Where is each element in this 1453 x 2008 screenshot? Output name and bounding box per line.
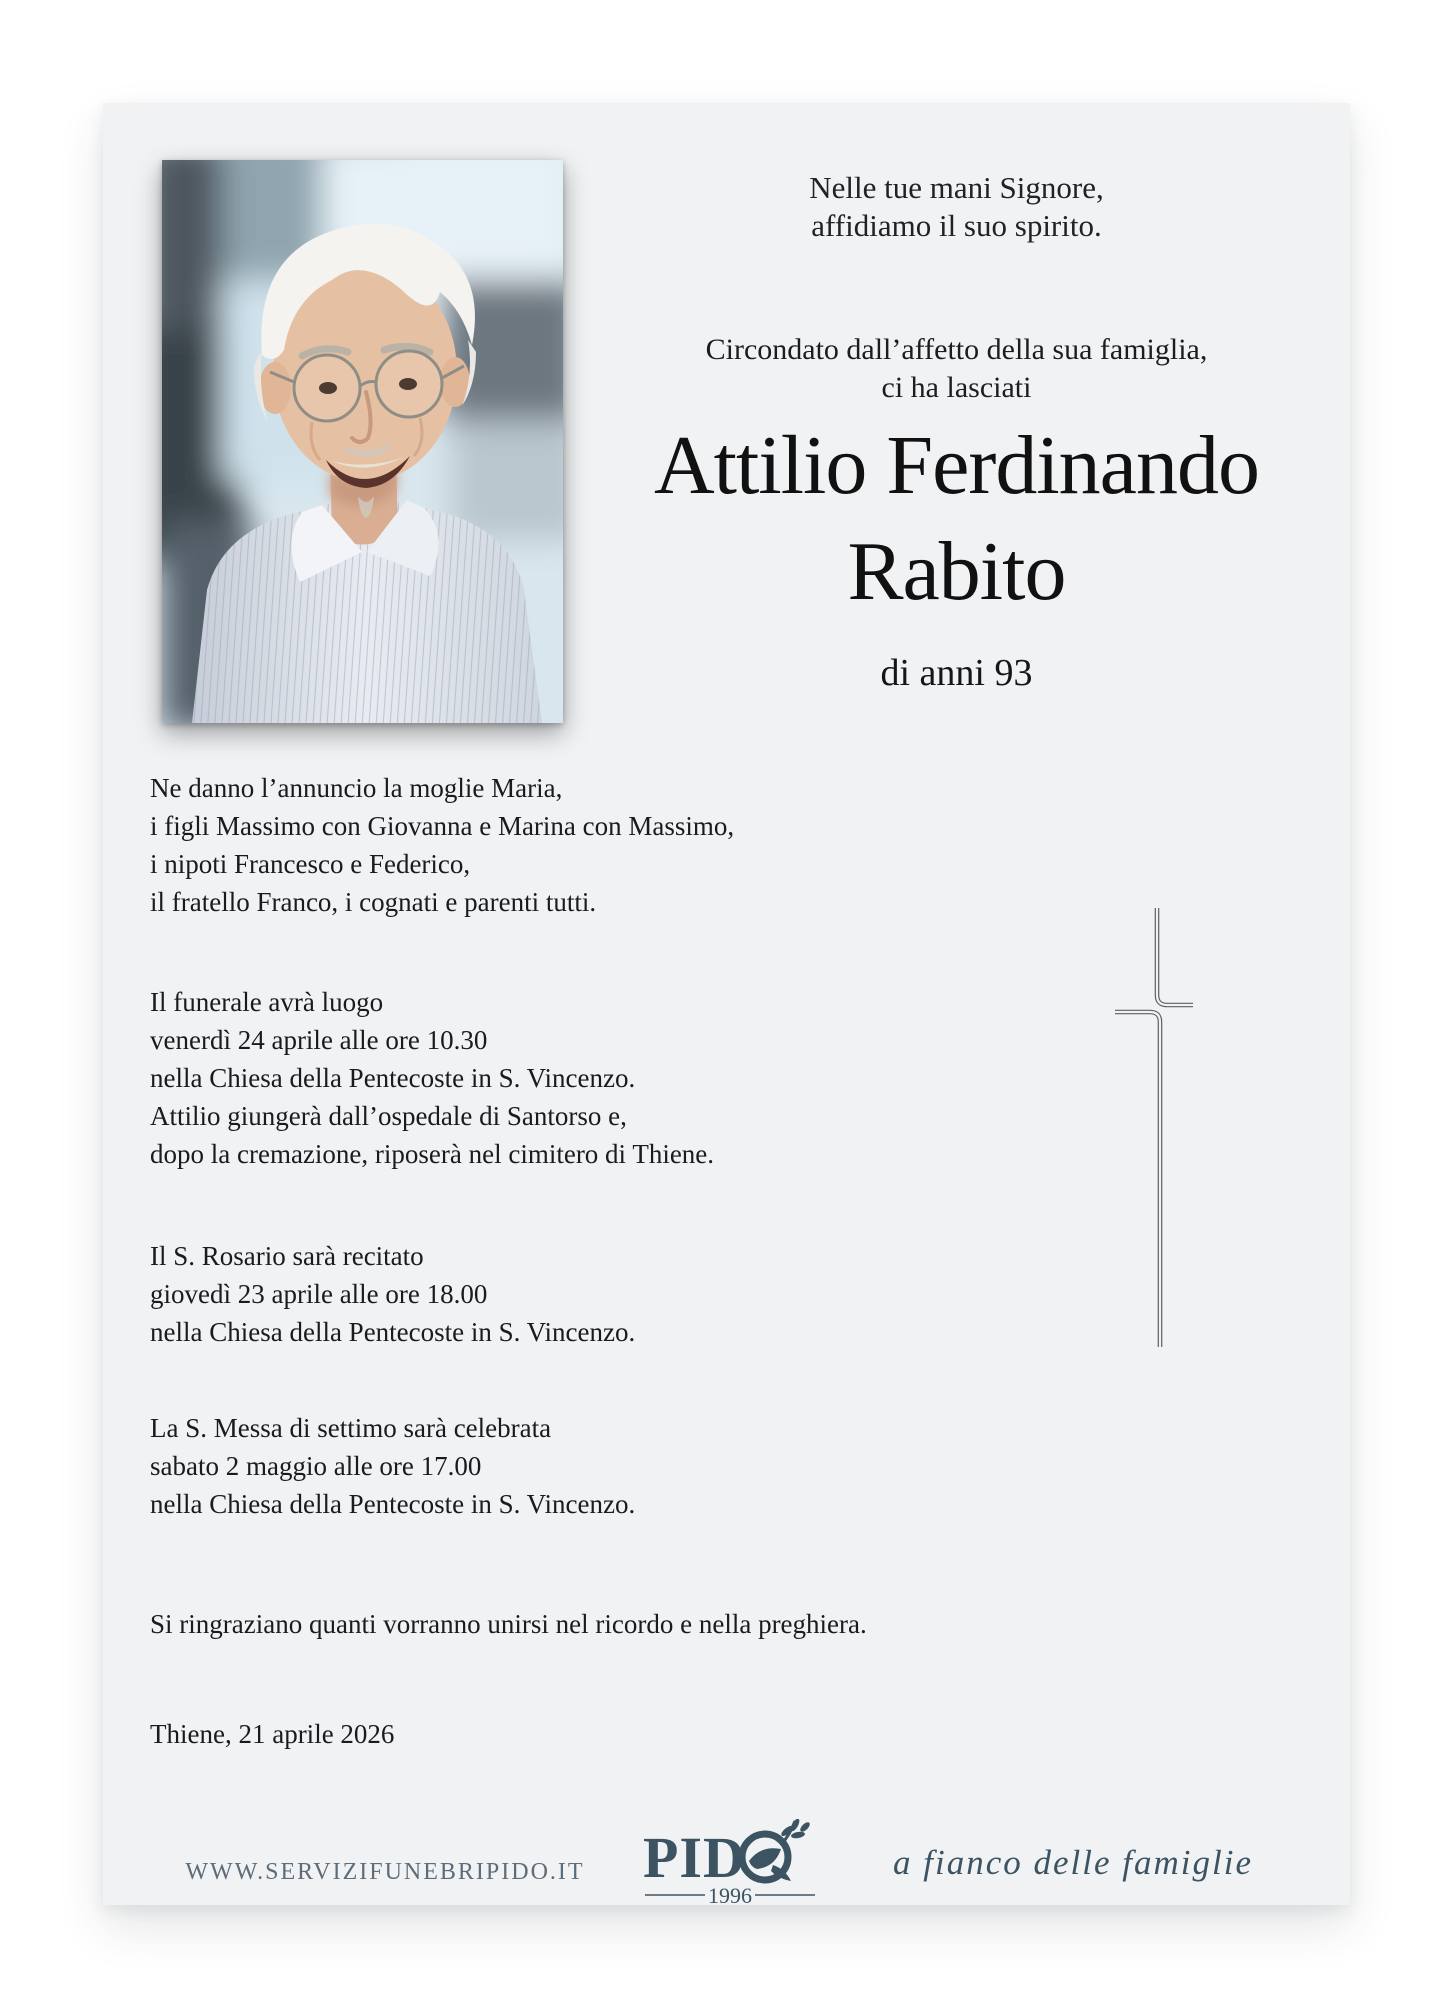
funeral-line: Attilio giungerà dall’ospedale di Santorso e, [150, 1101, 627, 1131]
pido-logo-letters: PID [643, 1825, 746, 1890]
deceased-age: di anni 93 [880, 652, 1033, 694]
funeral-line: Il funerale avrà luogo [150, 987, 384, 1017]
announcement-line: i nipoti Francesco e Federico, [150, 849, 471, 879]
intro-line-1: Circondato dall’affetto della sua famiglia, [705, 333, 1208, 366]
mass-line: nella Chiesa della Pentecoste in S. Vincenzo. [150, 1489, 636, 1519]
funeral-home-website[interactable]: WWW.SERVIZIFUNEBRIPIDO.IT [185, 1859, 585, 1885]
seventh-day-mass-details [150, 1409, 1110, 1523]
announcement-line: i figli Massimo con Giovanna e Marina con Massimo, [150, 811, 735, 841]
deceased-name-line-1: Attilio Ferdinando [654, 419, 1259, 512]
intro-line-2: ci ha lasciati [881, 371, 1032, 404]
funeral-line: dopo la cremazione, riposerà nel cimitero di Thiene. [150, 1139, 715, 1169]
prayer-line-1: Nelle tue mani Signore, [809, 170, 1104, 205]
mass-line: La S. Messa di settimo sarà celebrata [150, 1413, 552, 1443]
prayer-line-2: affidiamo il suo spirito. [811, 208, 1102, 243]
announcement-line: il fratello Franco, i cognati e parenti tutti. [150, 887, 597, 917]
thanks-note: Si ringraziano quanti vorranno unirsi nel ricordo e nella preghiera. [150, 1609, 867, 1639]
brand-tagline: a fianco delle famiglie [893, 1843, 1253, 1882]
portrait-photo [162, 160, 563, 723]
family-announcement [150, 769, 1110, 921]
memorial-cross-icon [1100, 895, 1215, 1370]
pido-logo-year: 1996 [708, 1883, 752, 1908]
portrait-photo-art [162, 160, 563, 723]
pido-logo [643, 1819, 823, 1919]
obituary-card [103, 103, 1350, 1908]
rosary-line: Il S. Rosario sarà recitato [150, 1241, 424, 1271]
funeral-line: venerdì 24 aprile alle ore 10.30 [150, 1025, 488, 1055]
pido-logo-art [643, 1819, 823, 1919]
mass-line: sabato 2 maggio alle ore 17.00 [150, 1451, 482, 1481]
funeral-line: nella Chiesa della Pentecoste in S. Vincenzo. [150, 1063, 636, 1093]
opening-prayer [563, 169, 1350, 245]
place-dateline: Thiene, 21 aprile 2026 [150, 1719, 395, 1749]
rosary-line: nella Chiesa della Pentecoste in S. Vincenzo. [150, 1317, 636, 1347]
rosary-details [150, 1237, 1110, 1351]
rosary-line: giovedì 23 aprile alle ore 18.00 [150, 1279, 488, 1309]
deceased-name-line-2: Rabito [847, 525, 1066, 618]
announcement-line: Ne danno l’annuncio la moglie Maria, [150, 773, 563, 803]
cross-icon [1100, 895, 1215, 1365]
intro-text [563, 331, 1350, 407]
announcement-body [150, 769, 1110, 1753]
deceased-name [563, 413, 1350, 625]
funeral-details [150, 983, 1110, 1173]
